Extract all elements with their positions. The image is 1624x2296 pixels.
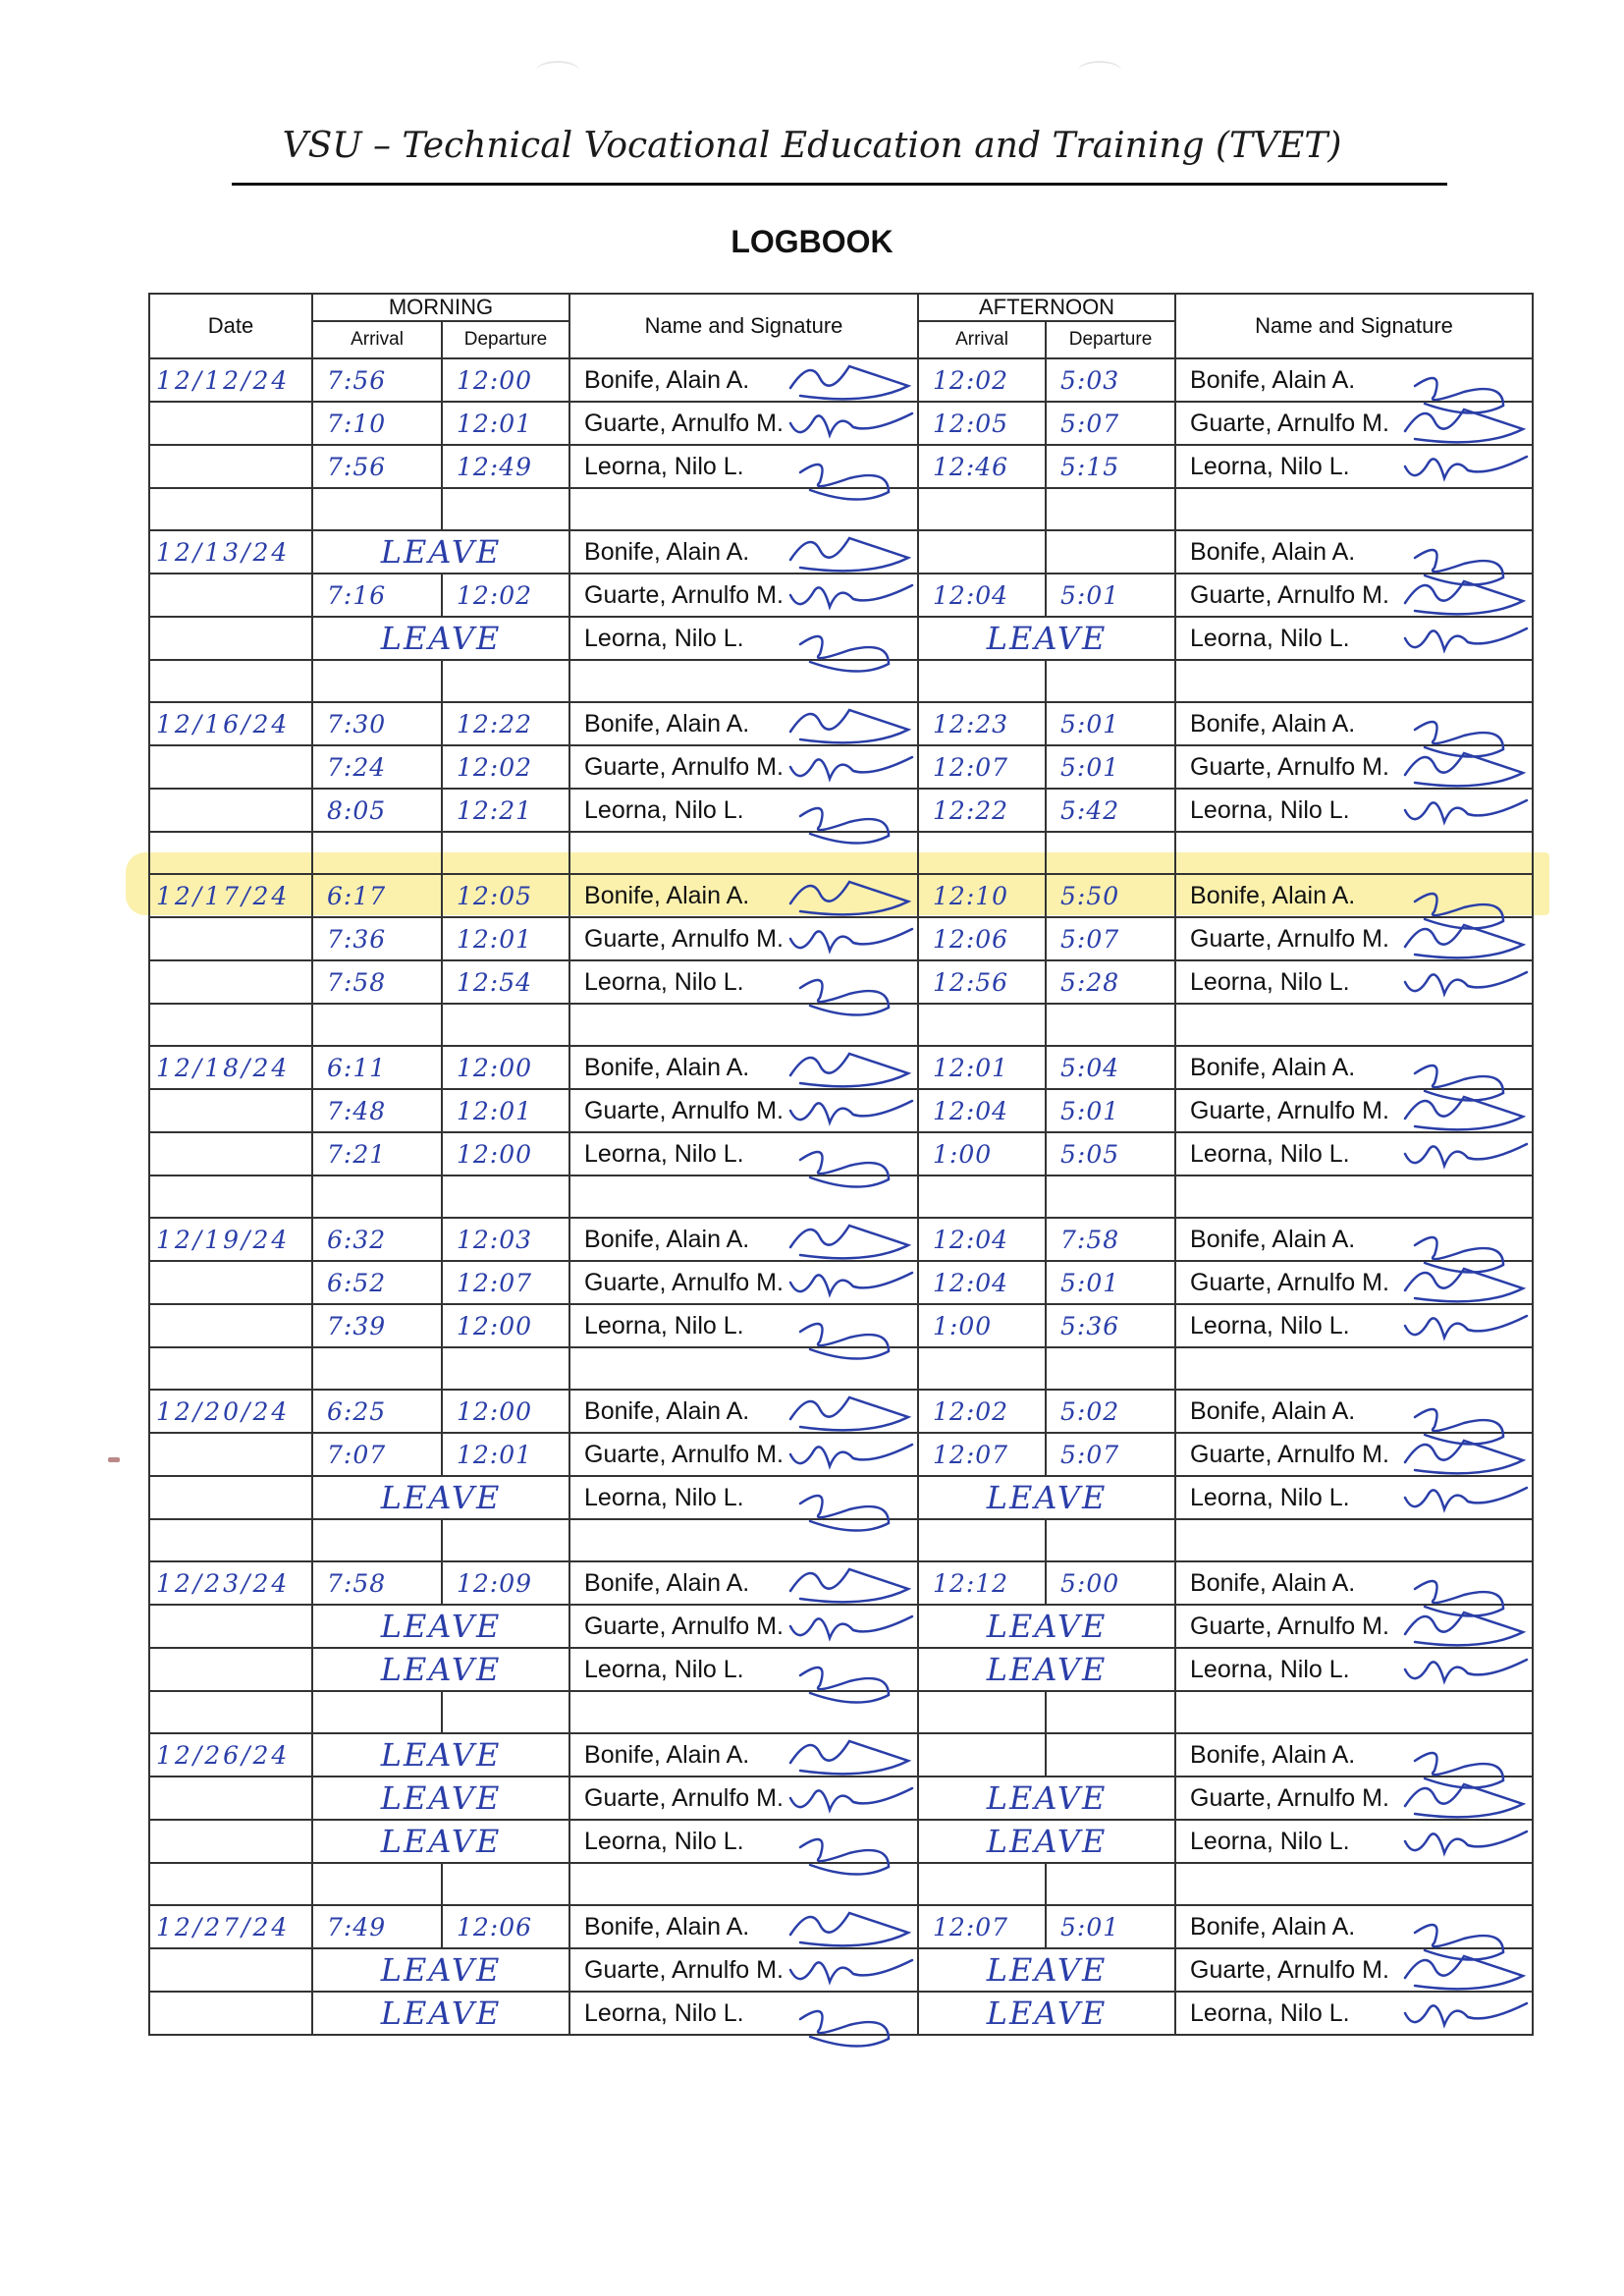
am-name-cell: Guarte, Arnulfo M. — [569, 402, 918, 445]
am-leave-cell — [312, 530, 569, 574]
am-name-cell: Guarte, Arnulfo M. — [569, 1605, 918, 1648]
signature-scribble — [1415, 1237, 1503, 1273]
pm-leave-cell — [918, 1948, 1175, 1992]
am-arrival-cell: 6:52 — [312, 1261, 442, 1304]
am-name-cell: Bonife, Alain A. — [569, 1390, 918, 1433]
signature-scribble — [800, 980, 889, 1015]
signature-scribble — [790, 1397, 908, 1430]
am-arrival-cell: 7:56 — [312, 445, 442, 488]
date-cell: 12/12/24 — [149, 358, 312, 402]
signature-scribble — [1415, 1581, 1503, 1616]
am-departure-cell: 12:03 — [442, 1218, 569, 1261]
am-name-cell: Guarte, Arnulfo M. — [569, 1261, 918, 1304]
signature-scribble — [1405, 1613, 1523, 1645]
signature-scribble — [1405, 1269, 1523, 1301]
header-title: VSU – Technical Vocational Education and Training (TVET) — [282, 126, 1342, 166]
pm-arrival-cell: 12:07 — [918, 1905, 1046, 1948]
signature-scribble — [1415, 894, 1503, 929]
pm-leave-cell — [918, 1777, 1175, 1820]
leave-mark: LEAVE — [380, 620, 502, 657]
pm-departure-cell: 5:01 — [1046, 1261, 1175, 1304]
signature-scribble — [1405, 800, 1527, 822]
leave-mark: LEAVE — [986, 620, 1108, 657]
pm-departure-cell: 5:01 — [1046, 702, 1175, 745]
am-arrival-cell: 8:05 — [312, 789, 442, 832]
pm-name-cell: Bonife, Alain A. — [1175, 1905, 1533, 1948]
am-name-cell: Leorna, Nilo L. — [569, 1132, 918, 1175]
pm-leave-cell — [918, 1605, 1175, 1648]
pm-name-cell: Bonife, Alain A. — [1175, 358, 1533, 402]
pm-departure-cell: 5:07 — [1046, 1433, 1175, 1476]
am-leave-cell — [312, 1992, 569, 2035]
pm-name-cell: Leorna, Nilo L. — [1175, 1820, 1533, 1863]
pm-name-cell: Leorna, Nilo L. — [1175, 1132, 1533, 1175]
am-name-cell: Leorna, Nilo L. — [569, 789, 918, 832]
am-name-cell: Leorna, Nilo L. — [569, 1820, 918, 1863]
pm-name-cell: Guarte, Arnulfo M. — [1175, 1089, 1533, 1132]
signature-scribble — [790, 882, 908, 914]
am-arrival-cell: 7:07 — [312, 1433, 442, 1476]
signature-scribble — [1405, 581, 1523, 614]
am-name-cell: Guarte, Arnulfo M. — [569, 917, 918, 960]
signature-scribble — [790, 1741, 908, 1774]
leave-mark: LEAVE — [986, 1608, 1108, 1645]
pm-name-cell: Bonife, Alain A. — [1175, 1390, 1533, 1433]
am-name-cell: Bonife, Alain A. — [569, 1905, 918, 1948]
signature-scribble — [790, 538, 908, 571]
am-departure-cell: 12:00 — [442, 1132, 569, 1175]
signature-scribble — [1415, 550, 1503, 585]
signature-scribble — [800, 465, 889, 500]
pm-name-cell: Bonife, Alain A. — [1175, 1218, 1533, 1261]
pm-arrival-cell: 12:23 — [918, 702, 1046, 745]
am-name-cell: Leorna, Nilo L. — [569, 445, 918, 488]
pm-name-cell: Bonife, Alain A. — [1175, 530, 1533, 574]
signature-scribble — [790, 1569, 908, 1602]
am-leave-cell — [312, 1605, 569, 1648]
col-pm-departure: Departure — [1046, 321, 1175, 358]
pm-departure-cell: 5:03 — [1046, 358, 1175, 402]
signature-scribble — [790, 757, 912, 779]
pm-arrival-cell: 1:00 — [918, 1304, 1046, 1347]
pm-departure-cell: 5:01 — [1046, 574, 1175, 617]
signature-scribble — [800, 1839, 889, 1875]
signature-scribble — [1405, 629, 1527, 650]
pm-departure-cell: 5:36 — [1046, 1304, 1175, 1347]
pm-leave-cell — [918, 1648, 1175, 1691]
signature-scribble — [1405, 925, 1523, 957]
signature-scribble — [1405, 410, 1523, 442]
am-arrival-cell: 7:58 — [312, 1561, 442, 1605]
pm-departure-cell: 5:15 — [1046, 445, 1175, 488]
date-cell: 12/19/24 — [149, 1218, 312, 1261]
am-departure-cell: 12:00 — [442, 1304, 569, 1347]
am-departure-cell: 12:02 — [442, 745, 569, 789]
am-name-cell: Guarte, Arnulfo M. — [569, 1777, 918, 1820]
signature-scribble — [800, 2011, 889, 2047]
signature-scribble — [1405, 1144, 1527, 1166]
pm-name-cell: Bonife, Alain A. — [1175, 1561, 1533, 1605]
am-name-cell: Leorna, Nilo L. — [569, 1476, 918, 1519]
date-cell: 12/13/24 — [149, 530, 312, 574]
signature-scribble — [1405, 1488, 1527, 1509]
pm-arrival-cell: 12:02 — [918, 358, 1046, 402]
date-cell: 12/26/24 — [149, 1733, 312, 1777]
pm-departure-cell: 5:04 — [1046, 1046, 1175, 1089]
signature-scribble — [790, 366, 908, 399]
am-departure-cell: 12:01 — [442, 917, 569, 960]
pm-name-cell: Leorna, Nilo L. — [1175, 1992, 1533, 2035]
signature-scribble — [800, 1496, 889, 1531]
leave-mark: LEAVE — [380, 1995, 502, 2032]
pm-arrival-cell: 12:22 — [918, 789, 1046, 832]
pm-name-cell: Bonife, Alain A. — [1175, 1046, 1533, 1089]
pm-name-cell: Bonife, Alain A. — [1175, 1733, 1533, 1777]
am-departure-cell: 12:22 — [442, 702, 569, 745]
am-name-cell: Bonife, Alain A. — [569, 1046, 918, 1089]
pm-name-cell: Guarte, Arnulfo M. — [1175, 1433, 1533, 1476]
am-name-cell: Leorna, Nilo L. — [569, 1648, 918, 1691]
pm-departure-cell: 7:58 — [1046, 1218, 1175, 1261]
leave-mark: LEAVE — [986, 1995, 1108, 2032]
pm-name-cell: Guarte, Arnulfo M. — [1175, 402, 1533, 445]
leave-mark: LEAVE — [380, 1651, 502, 1688]
pm-departure-cell: 5:01 — [1046, 745, 1175, 789]
pm-departure-cell: 5:28 — [1046, 960, 1175, 1004]
am-leave-cell — [312, 1948, 569, 1992]
signature-scribble — [1405, 1316, 1527, 1338]
leave-mark: LEAVE — [380, 533, 502, 571]
signature-scribble — [1405, 1660, 1527, 1681]
col-am-departure: Departure — [442, 321, 569, 358]
am-departure-cell: 12:05 — [442, 874, 569, 917]
signature-scribble — [790, 1616, 912, 1638]
signature-scribble — [790, 1445, 912, 1466]
pm-arrival-cell: 12:04 — [918, 1218, 1046, 1261]
am-leave-cell — [312, 1733, 569, 1777]
am-arrival-cell: 7:10 — [312, 402, 442, 445]
am-name-cell: Bonife, Alain A. — [569, 1218, 918, 1261]
leave-mark: LEAVE — [380, 1779, 502, 1817]
col-am-arrival: Arrival — [312, 321, 442, 358]
pm-departure-cell: 5:01 — [1046, 1089, 1175, 1132]
signature-scribble — [790, 1788, 912, 1810]
pm-name-cell: Guarte, Arnulfo M. — [1175, 1948, 1533, 1992]
pm-departure-cell: 5:07 — [1046, 917, 1175, 960]
pm-departure-cell: 5:50 — [1046, 874, 1175, 917]
doc-title: LOGBOOK — [731, 224, 893, 259]
signature-scribble — [790, 585, 912, 607]
pm-name-cell: Leorna, Nilo L. — [1175, 617, 1533, 660]
pm-arrival-cell: 12:06 — [918, 917, 1046, 960]
am-name-cell: Bonife, Alain A. — [569, 358, 918, 402]
date-cell: 12/27/24 — [149, 1905, 312, 1948]
pm-name-cell: Guarte, Arnulfo M. — [1175, 917, 1533, 960]
pm-name-cell: Leorna, Nilo L. — [1175, 1648, 1533, 1691]
pm-arrival-cell: 12:04 — [918, 574, 1046, 617]
signature-scribble — [1405, 1831, 1527, 1853]
am-departure-cell: 12:49 — [442, 445, 569, 488]
am-departure-cell: 12:01 — [442, 402, 569, 445]
date-cell: 12/17/24 — [149, 874, 312, 917]
signature-scribble — [1405, 457, 1527, 478]
am-arrival-cell: 7:58 — [312, 960, 442, 1004]
am-departure-cell: 12:00 — [442, 1046, 569, 1089]
signature-scribble — [1405, 1441, 1523, 1473]
col-date: Date — [149, 294, 312, 358]
am-name-cell: Guarte, Arnulfo M. — [569, 1948, 918, 1992]
am-departure-cell: 12:02 — [442, 574, 569, 617]
signature-scribble — [1415, 378, 1503, 413]
am-name-cell: Bonife, Alain A. — [569, 1561, 918, 1605]
pm-arrival-cell: 12:07 — [918, 745, 1046, 789]
am-arrival-cell: 7:21 — [312, 1132, 442, 1175]
date-cell: 12/16/24 — [149, 702, 312, 745]
signature-scribble — [1415, 1409, 1503, 1445]
pm-departure-cell: 5:01 — [1046, 1905, 1175, 1948]
am-arrival-cell: 6:25 — [312, 1390, 442, 1433]
leave-mark: LEAVE — [380, 1736, 502, 1774]
pm-name-cell: Leorna, Nilo L. — [1175, 1304, 1533, 1347]
pm-departure-cell: 5:07 — [1046, 402, 1175, 445]
am-arrival-cell: 6:32 — [312, 1218, 442, 1261]
pm-arrival-cell: 12:02 — [918, 1390, 1046, 1433]
am-departure-cell: 12:06 — [442, 1905, 569, 1948]
leave-mark: LEAVE — [380, 1608, 502, 1645]
am-name-cell: Leorna, Nilo L. — [569, 1992, 918, 2035]
leave-mark: LEAVE — [986, 1823, 1108, 1860]
pm-name-cell: Leorna, Nilo L. — [1175, 445, 1533, 488]
signature-scribble — [790, 1273, 912, 1294]
date-cell: 12/18/24 — [149, 1046, 312, 1089]
am-arrival-cell: 7:49 — [312, 1905, 442, 1948]
pm-arrival-cell: 12:12 — [918, 1561, 1046, 1605]
pm-name-cell: Leorna, Nilo L. — [1175, 1476, 1533, 1519]
signature-scribble — [800, 1324, 889, 1359]
signature-scribble — [800, 808, 889, 844]
col-afternoon: AFTERNOON — [918, 294, 1175, 321]
pm-name-cell: Bonife, Alain A. — [1175, 702, 1533, 745]
signature-scribble — [1405, 2003, 1527, 2025]
signature-scribble — [1415, 1753, 1503, 1788]
col-name-am: Name and Signature — [569, 294, 918, 358]
am-departure-cell: 12:09 — [442, 1561, 569, 1605]
am-arrival-cell: 6:11 — [312, 1046, 442, 1089]
am-leave-cell — [312, 1820, 569, 1863]
am-departure-cell: 12:07 — [442, 1261, 569, 1304]
am-name-cell: Guarte, Arnulfo M. — [569, 574, 918, 617]
date-cell: 12/20/24 — [149, 1390, 312, 1433]
date-cell: 12/23/24 — [149, 1561, 312, 1605]
am-arrival-cell: 7:36 — [312, 917, 442, 960]
am-departure-cell: 12:00 — [442, 1390, 569, 1433]
am-arrival-cell: 7:16 — [312, 574, 442, 617]
am-departure-cell: 12:54 — [442, 960, 569, 1004]
pm-name-cell: Guarte, Arnulfo M. — [1175, 1777, 1533, 1820]
am-leave-cell — [312, 617, 569, 660]
signature-scribble — [790, 1913, 908, 1945]
signature-scribble — [790, 1960, 912, 1982]
am-arrival-cell: 7:24 — [312, 745, 442, 789]
am-arrival-cell: 7:56 — [312, 358, 442, 402]
signature-scribble — [790, 1054, 908, 1086]
leave-mark: LEAVE — [380, 1823, 502, 1860]
am-leave-cell — [312, 1648, 569, 1691]
am-name-cell: Bonife, Alain A. — [569, 530, 918, 574]
am-arrival-cell: 7:30 — [312, 702, 442, 745]
am-arrival-cell: 7:39 — [312, 1304, 442, 1347]
pm-departure-cell: 5:00 — [1046, 1561, 1175, 1605]
signature-scribble — [1415, 1925, 1503, 1960]
signature-scribble — [790, 413, 912, 435]
signature-scribble — [1405, 1097, 1523, 1129]
am-leave-cell — [312, 1476, 569, 1519]
am-name-cell: Bonife, Alain A. — [569, 1733, 918, 1777]
am-arrival-cell: 7:48 — [312, 1089, 442, 1132]
signature-scribble — [1415, 1066, 1503, 1101]
pm-name-cell: Guarte, Arnulfo M. — [1175, 1261, 1533, 1304]
pm-departure-cell: 5:42 — [1046, 789, 1175, 832]
signature-scribble — [1405, 753, 1523, 786]
pm-arrival-cell: 12:04 — [918, 1261, 1046, 1304]
pm-leave-cell — [918, 1992, 1175, 2035]
col-morning: MORNING — [312, 294, 569, 321]
am-name-cell: Bonife, Alain A. — [569, 874, 918, 917]
col-pm-arrival: Arrival — [918, 321, 1046, 358]
pm-name-cell: Leorna, Nilo L. — [1175, 960, 1533, 1004]
pm-arrival-cell: 12:56 — [918, 960, 1046, 1004]
pm-name-cell: Guarte, Arnulfo M. — [1175, 1605, 1533, 1648]
signature-scribble — [1405, 1956, 1523, 1989]
pm-arrival-cell: 12:07 — [918, 1433, 1046, 1476]
pm-arrival-cell: 12:05 — [918, 402, 1046, 445]
signature-scribble — [1405, 972, 1527, 994]
am-departure-cell: 12:01 — [442, 1433, 569, 1476]
signature-scribble — [1405, 1784, 1523, 1817]
am-departure-cell: 12:01 — [442, 1089, 569, 1132]
leave-mark: LEAVE — [380, 1479, 502, 1516]
pm-name-cell: Guarte, Arnulfo M. — [1175, 745, 1533, 789]
am-departure-cell: 12:21 — [442, 789, 569, 832]
signature-scribble — [790, 929, 912, 951]
leave-mark: LEAVE — [986, 1779, 1108, 1817]
pm-departure-cell: 5:05 — [1046, 1132, 1175, 1175]
am-departure-cell: 12:00 — [442, 358, 569, 402]
am-name-cell: Leorna, Nilo L. — [569, 1304, 918, 1347]
signature-scribble — [790, 1101, 912, 1122]
signature-scribble — [800, 1152, 889, 1187]
leave-mark: LEAVE — [986, 1651, 1108, 1688]
pm-arrival-cell: 1:00 — [918, 1132, 1046, 1175]
am-leave-cell — [312, 1777, 569, 1820]
signature-scribble — [790, 1226, 908, 1258]
pm-arrival-cell: 12:46 — [918, 445, 1046, 488]
pm-arrival-cell: 12:10 — [918, 874, 1046, 917]
signature-scribble — [1415, 722, 1503, 757]
leave-mark: LEAVE — [380, 1951, 502, 1989]
signature-scribble — [800, 1667, 889, 1703]
leave-mark: LEAVE — [986, 1479, 1108, 1516]
pm-departure-cell: 5:02 — [1046, 1390, 1175, 1433]
signature-scribble — [800, 636, 889, 672]
pm-name-cell: Guarte, Arnulfo M. — [1175, 574, 1533, 617]
signature-scribble — [790, 710, 908, 742]
pm-leave-cell — [918, 1820, 1175, 1863]
pm-name-cell: Leorna, Nilo L. — [1175, 789, 1533, 832]
pm-name-cell: Bonife, Alain A. — [1175, 874, 1533, 917]
am-name-cell: Guarte, Arnulfo M. — [569, 1089, 918, 1132]
am-arrival-cell: 6:17 — [312, 874, 442, 917]
am-name-cell: Bonife, Alain A. — [569, 702, 918, 745]
am-name-cell: Guarte, Arnulfo M. — [569, 745, 918, 789]
am-name-cell: Guarte, Arnulfo M. — [569, 1433, 918, 1476]
pm-leave-cell — [918, 617, 1175, 660]
am-name-cell: Leorna, Nilo L. — [569, 960, 918, 1004]
pm-leave-cell — [918, 1476, 1175, 1519]
am-name-cell: Leorna, Nilo L. — [569, 617, 918, 660]
col-name-pm: Name and Signature — [1175, 294, 1533, 358]
leave-mark: LEAVE — [986, 1951, 1108, 1989]
pm-arrival-cell: 12:04 — [918, 1089, 1046, 1132]
pm-arrival-cell: 12:01 — [918, 1046, 1046, 1089]
